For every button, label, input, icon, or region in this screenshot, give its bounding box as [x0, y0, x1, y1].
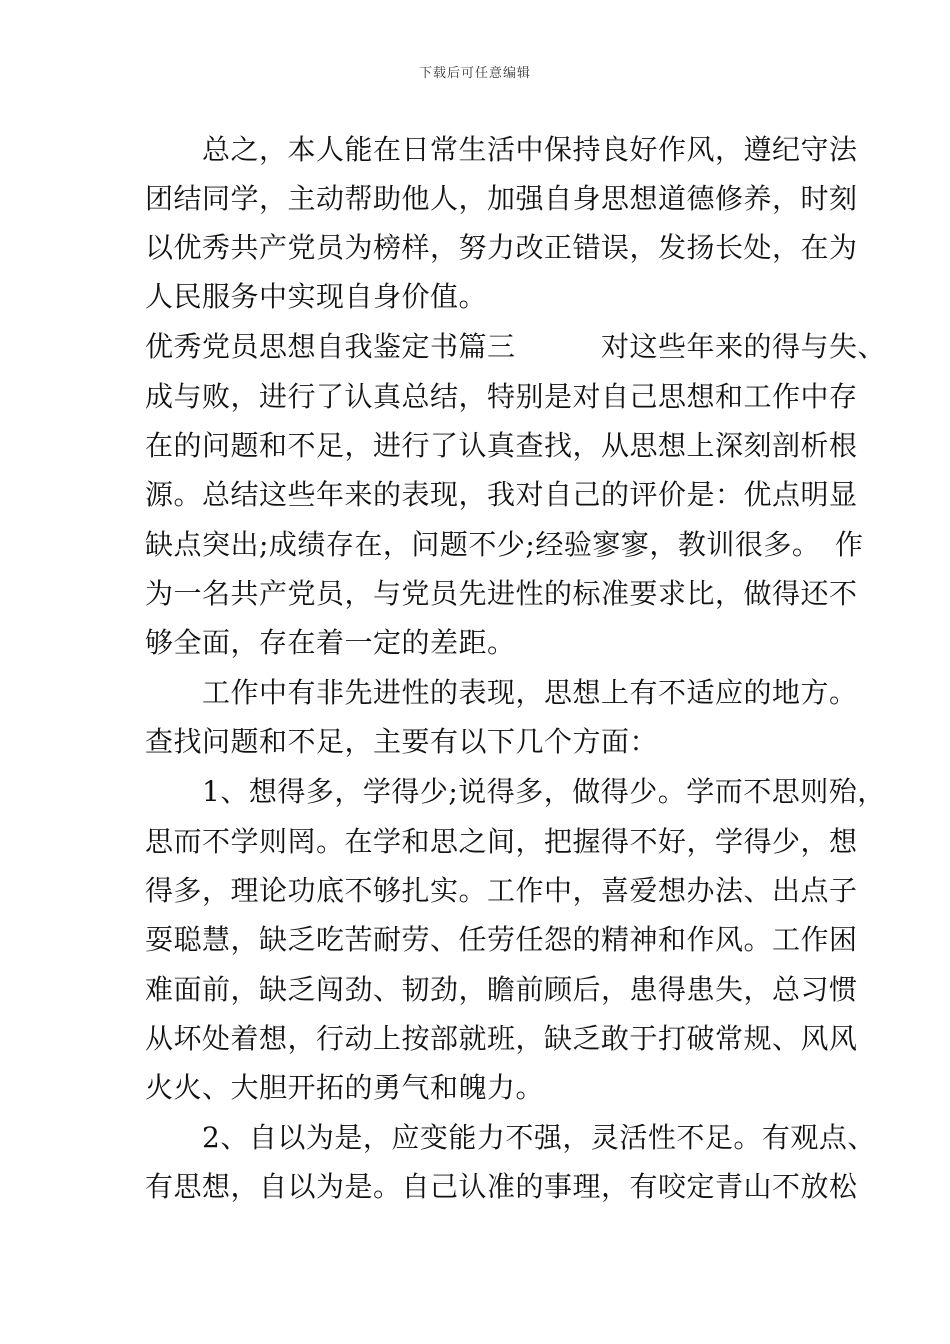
text-line: 成与败，进行了认真总结，特别是对自己思想和工作中存 [145, 380, 858, 413]
text-line: 1、想得多，学得少;说得多，做得少。学而不思则殆， [145, 775, 886, 808]
section-heading-line: 优秀党员思想自我鉴定书篇三 对这些年来的得与失、 [145, 330, 887, 363]
text-line: 查找问题和不足，主要有以下几个方面： [145, 725, 659, 758]
text-line: 思而不学则罔。在学和思之间，把握得不好，学得少，想 [145, 825, 858, 858]
text-line: 得多，理论功底不够扎实。工作中，喜爱想办法、出点子 [145, 874, 858, 907]
text-line: 人民服务中实现自身价值。 [145, 280, 488, 313]
text-line: 从坏处着想，行动上按部就班，缺乏敢于打破常规、风风 [145, 1022, 858, 1055]
text-line: 为一名共产党员，与党员先进性的标准要求比，做得还不 [145, 577, 858, 610]
page-header: 下载后可任意编辑 [418, 66, 531, 81]
text-line: 总之，本人能在日常生活中保持良好作风，遵纪守法 [145, 133, 858, 166]
text-line: 2、自以为是，应变能力不强，灵活性不足。有观点、 [145, 1121, 876, 1154]
text-line: 够全面，存在着一定的差距。 [145, 626, 516, 659]
text-line: 源。总结这些年来的表现，我对自己的评价是：优点明显 [145, 478, 858, 511]
text-line: 在的问题和不足，进行了认真查找，从思想上深刻剖析根 [145, 429, 858, 462]
text-line: 工作中有非先进性的表现，思想上有不适应的地方。 [145, 676, 858, 709]
text-line: 以优秀共产党员为榜样，努力改正错误，发扬长处，在为 [145, 231, 858, 264]
text-line: 耍聪慧，缺乏吃苦耐劳、任劳任怨的精神和作风。工作困 [145, 923, 858, 956]
text-line: 火火、大胆开拓的勇气和魄力。 [145, 1071, 545, 1104]
text-line: 有思想，自以为是。自己认准的事理，有咬定青山不放松 [145, 1170, 858, 1203]
text-line: 团结同学，主动帮助他人，加强自身思想道德修养，时刻 [145, 182, 858, 215]
text-line: 难面前，缺乏闯劲、韧劲，瞻前顾后，患得患失，总习惯 [145, 973, 858, 1006]
text-line: 缺点突出;成绩存在，问题不少;经验寥寥，教训很多。 作 [145, 528, 864, 561]
